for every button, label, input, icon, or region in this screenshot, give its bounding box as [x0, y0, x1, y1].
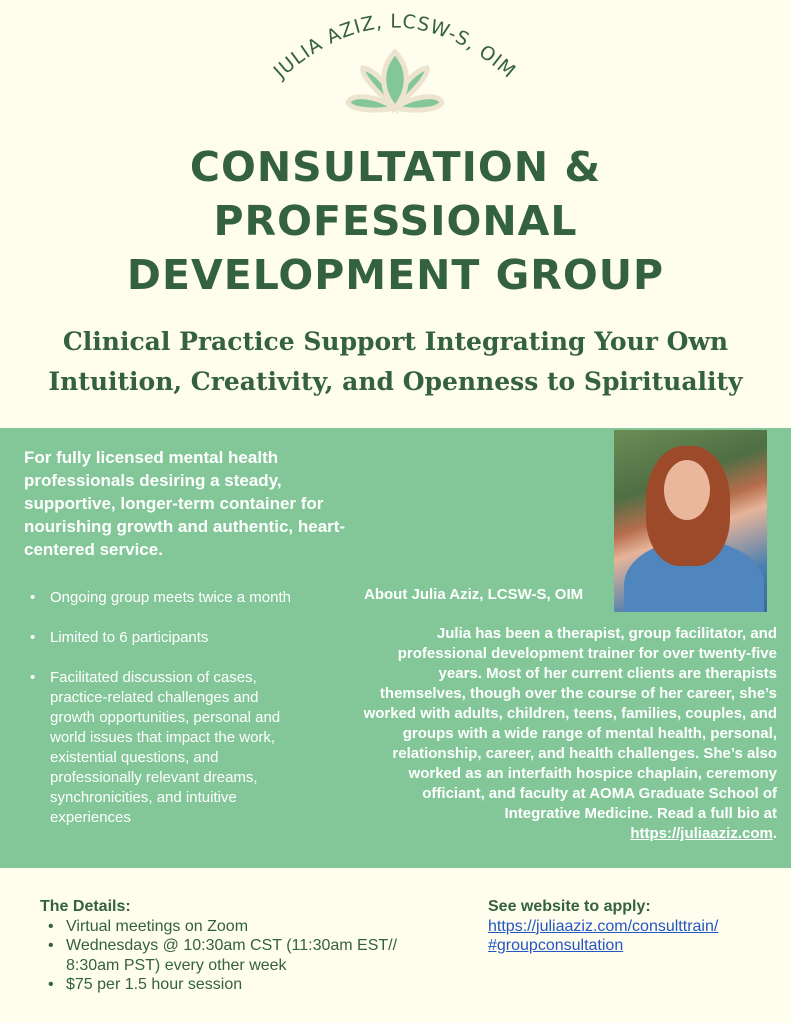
subtitle-line: Clinical Practice Support Integrating Your Own — [62, 327, 729, 356]
apply-link-line[interactable]: #groupconsultation — [488, 937, 624, 954]
details-heading: The Details: — [40, 898, 131, 915]
subtitle — [0, 322, 791, 402]
lotus-icon — [348, 52, 442, 110]
about-text — [357, 624, 777, 844]
apply-link-line[interactable]: https://juliaaziz.com/consulttrain/ — [488, 917, 719, 935]
list-item: • Ongoing group meets twice a month — [26, 588, 296, 608]
bio-link[interactable]: https://juliaaziz.com — [630, 825, 773, 842]
list-item: • Limited to 6 participants — [26, 628, 296, 648]
title-line: DEVELOPMENT GROUP — [126, 251, 665, 299]
about-body: Julia has been a therapist, group facilitator, and professional development trainer for over twenty-five years. Most of her current clients are therapists themselves, though over the course of her career, she’s worked with adults, children, teens, families, couples, and groups with a wide range of mental health, personal, relationship, career, and health challenges. She’s also worked as an interfaith hospice chaplain, ceremony officiant, and faculty at AOMA Graduate School of Integrative Medicine. Read a full bio at — [363, 625, 777, 822]
logo — [260, 0, 530, 120]
list-item: • Virtual meetings on Zoom — [40, 917, 400, 937]
title-line: PROFESSIONAL — [213, 197, 578, 245]
about-heading: About Julia Aziz, LCSW-S, OIM — [364, 586, 584, 603]
apply-section — [488, 897, 768, 956]
portrait-photo — [614, 430, 767, 612]
page-title — [0, 140, 791, 302]
intro-text: For fully licensed mental health professionals desiring a steady, supportive, longer-term container for nourishing growth and authentic, heart-centered service. — [24, 448, 346, 559]
list-item: • Wednesdays @ 10:30am CST (11:30am EST// 8:30am PST) every other week — [40, 936, 400, 975]
list-item: • $75 per 1.5 hour session — [40, 975, 400, 995]
title-line: CONSULTATION & — [189, 143, 602, 191]
logo-arc-text: JULIA AZIZ, LCSW-S, OIM — [269, 10, 521, 83]
details-section — [40, 897, 400, 995]
about-end: . — [772, 825, 777, 842]
feature-list — [26, 588, 296, 848]
apply-heading: See website to apply: — [488, 898, 651, 915]
subtitle-line: Intuition, Creativity, and Openness to Spirituality — [48, 367, 743, 396]
apply-link[interactable] — [488, 918, 718, 955]
list-item: • Facilitated discussion of cases, practice-related challenges and growth opportunities, personal and world issues that impact the work, existential questions, and professionally relevant dreams, synchronicities, and intuitive experiences — [26, 668, 296, 828]
